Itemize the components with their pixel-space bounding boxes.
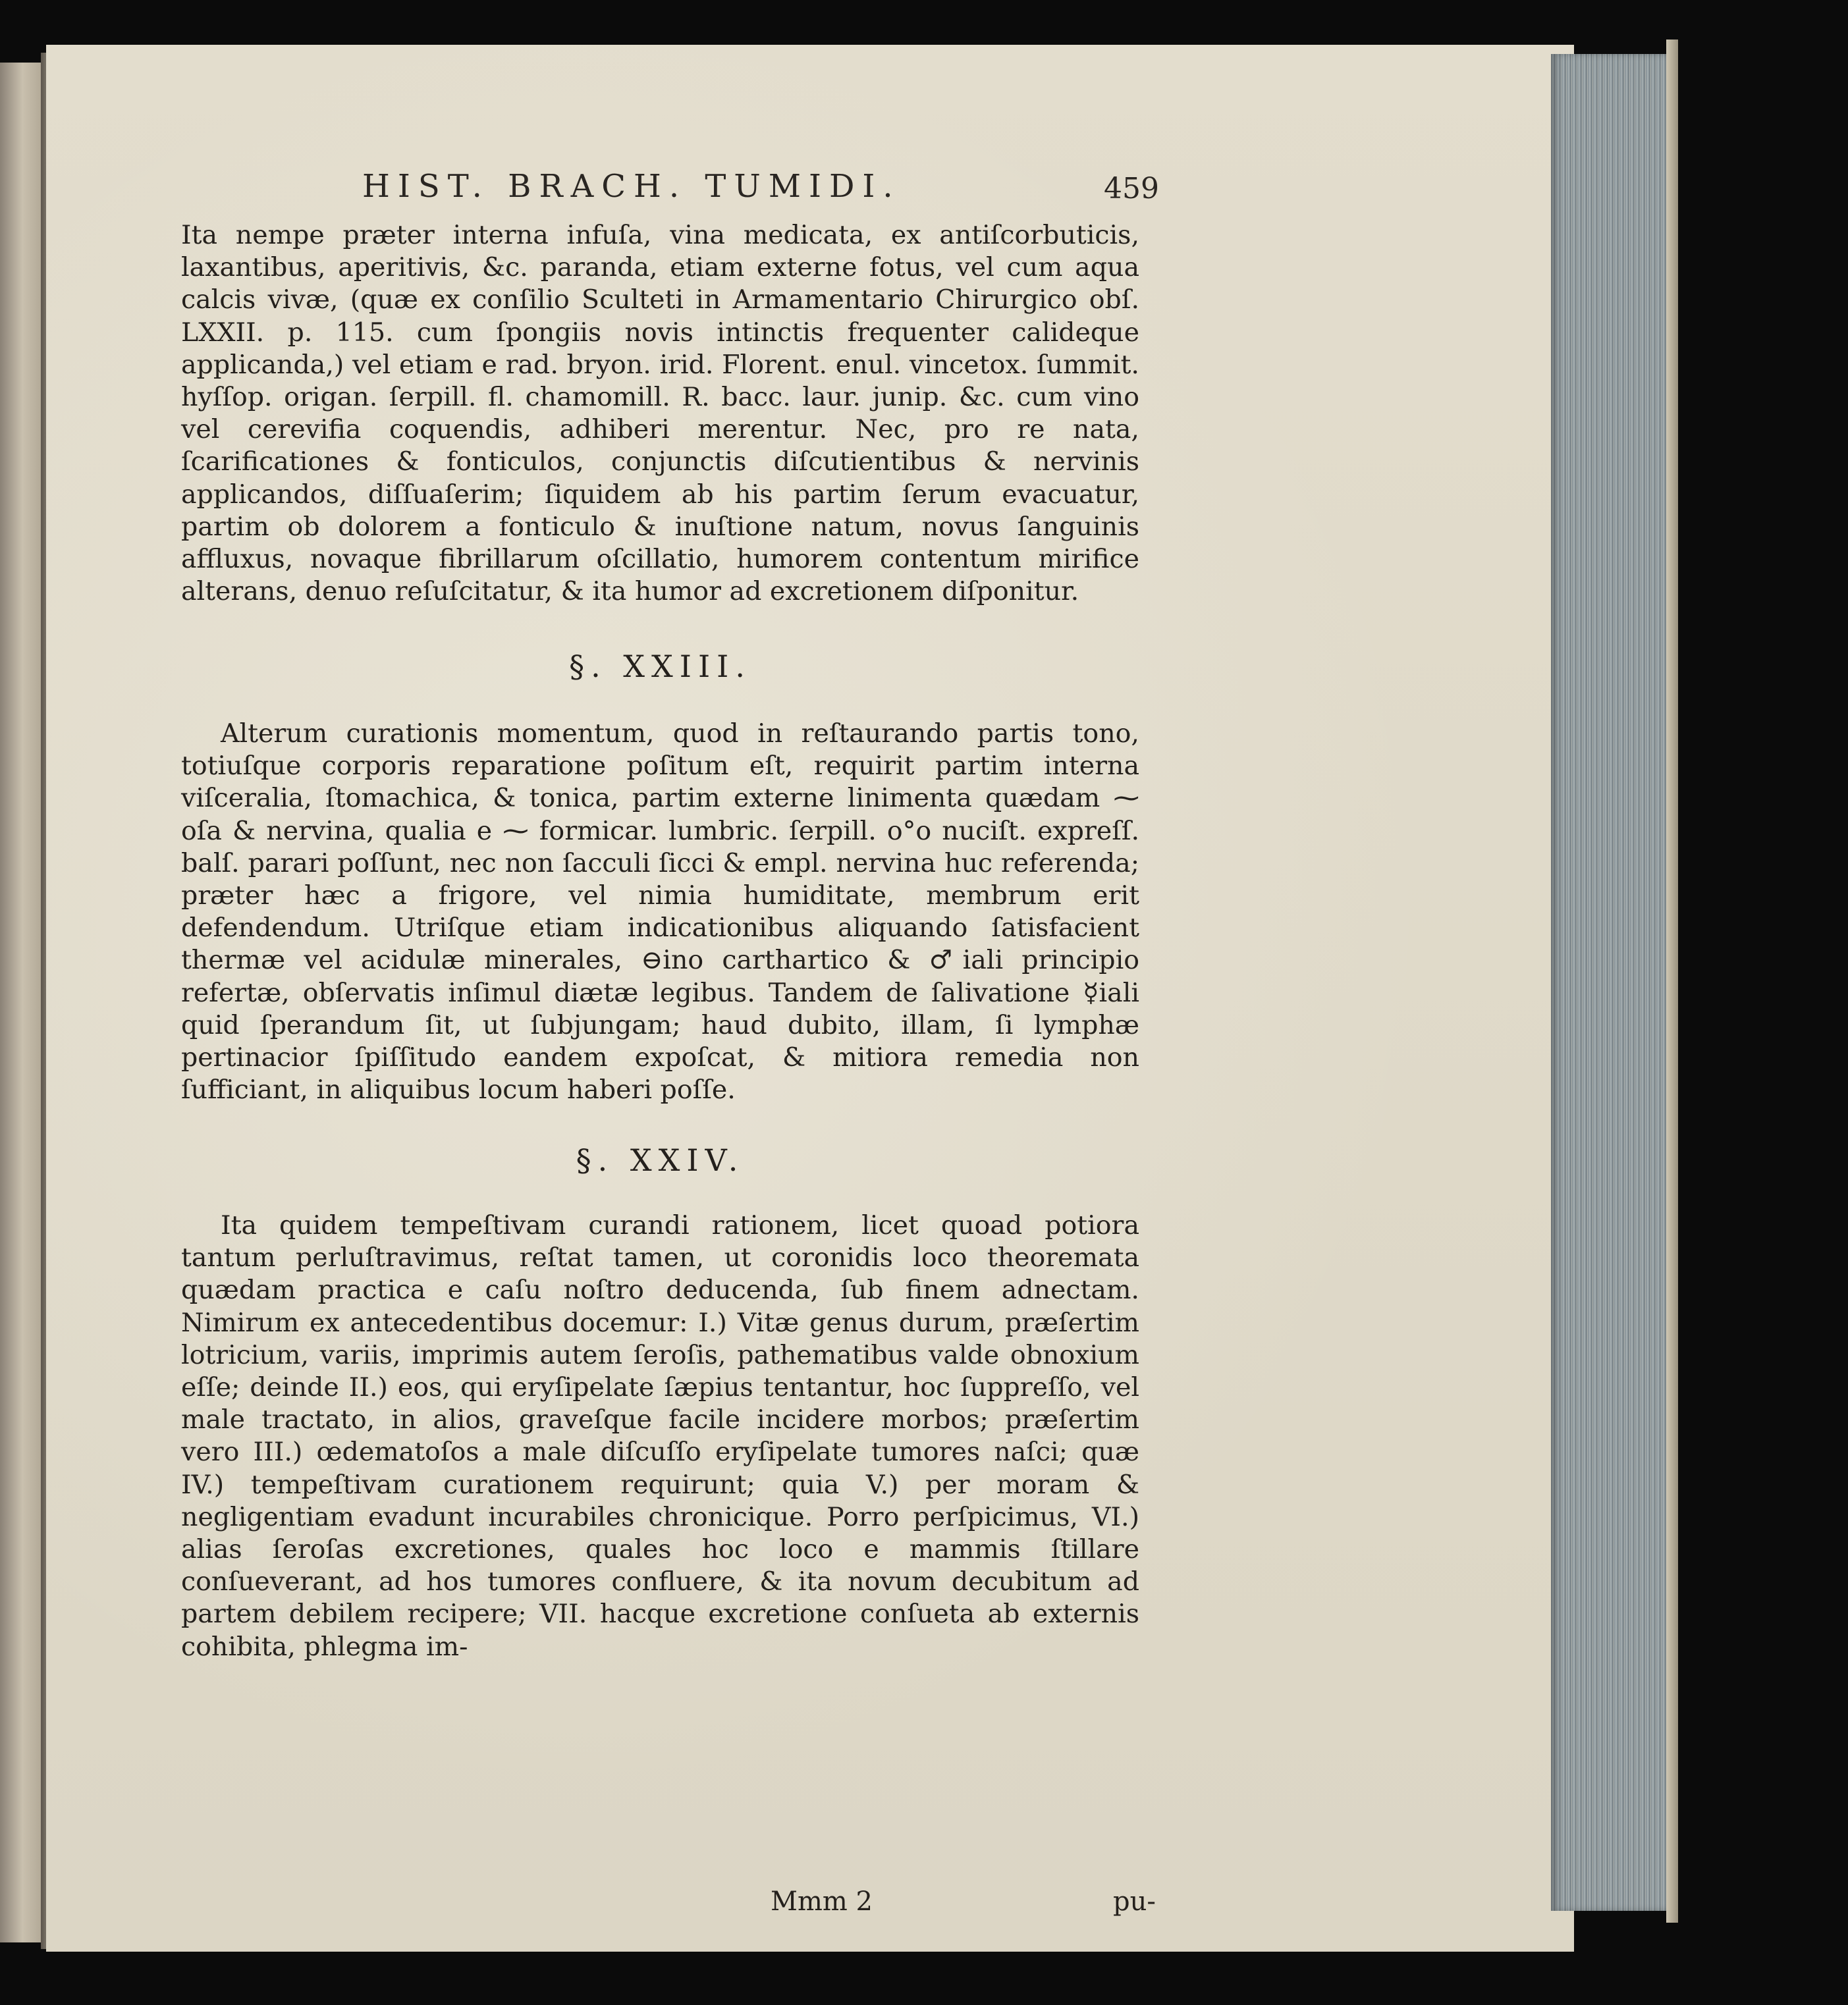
- paragraph-2-block: [181, 718, 1139, 1119]
- section-heading-23: §. XXIII.: [569, 649, 751, 684]
- catchword: pu-: [1113, 1886, 1156, 1917]
- paragraph-3-block: [181, 1210, 1139, 1868]
- page-number: 459: [1104, 172, 1159, 205]
- running-title: HIST. BRACH. TUMIDI.: [362, 168, 901, 205]
- running-header: [362, 168, 1159, 214]
- paragraph-2: Alterum curationis momentum, quod in reſtaurando partis tono, totiuſque corporis reparatione poſitum eſt, requirit partim interna viſceralia, ſtomachica, & tonica, partim externe linimenta quædam ⁓ oſa & nervina, qualia e ⁓ formicar. lumbric. ſerpill. o°o nuciſt. expreſſ. balſ. parari poſſunt, nec non ſacculi ſicci & empl. nervina huc referenda; præter hæc a frigore, vel nimia humiditate, membrum erit defendendum. Utriſque etiam indicationibus aliquando ſatisfacient thermæ vel acidulæ minerales, ⊖ino carthartico & ♂iali principio refertæ, obſervatis inſimul diætæ legibus. Tandem de ſalivatione ☿iali quid ſperandum ſit, ut ſubjungam; haud dubito, illam, ſi lymphæ pertinacior ſpiſſitudo eandem expoſcat, & mitiora remedia non ſufficiant, in aliquibus locum haberi poſſe.: [181, 718, 1139, 1106]
- page-stack-edge: [1551, 54, 1673, 1911]
- section-heading-24: §. XXIV.: [576, 1142, 745, 1178]
- paragraph-1-block: [181, 219, 1139, 628]
- signature-mark: Mmm 2: [771, 1886, 873, 1917]
- paragraph-1: Ita nempe præter interna infuſa, vina medicata, ex antiſcorbuticis, laxantibus, aperitivis, &c. paranda, etiam externe fotus, vel cum aqua calcis vivæ, (quæ ex conſilio Sculteti in Armamentario Chirurgico obſ. LXXII. p. 115. cum ſpongiis novis intinctis frequenter calideque applicanda,) vel etiam e rad. bryon. irid. Florent. enul. vincetox. ſummit. hyſſop. origan. ſerpill. fl. chamomill. R. bacc. laur. junip. &c. cum vino vel cerevifia coquendis, adhiberi merentur. Nec, pro re nata, ſcarificationes & fonticulos, conjunctis diſcutientibus & nervinis applicandos, diſſuaſerim; ſiquidem ab his partim ſerum evacuatur, partim ob dolorem a fonticulo & inuſtione natum, novus ſanguinis affluxus, novaque fibrillarum oſcillatio, humorem contentum mirifice alterans, denuo reſuſcitatur, & ita humor ad excretionem diſponitur.: [181, 220, 1139, 607]
- paragraph-3: Ita quidem tempeſtivam curandi rationem, licet quoad potiora tantum perluſtravimus, reſtat tamen, ut coronidis loco theoremata quædam practica e caſu noſtro deducenda, ſub finem adnectam. Nimirum ex antecedentibus docemur: I.) Vitæ genus durum, præſertim lotricium, variis, imprimis autem ſeroſis, pathematibus valde obnoxium eſſe; deinde II.) eos, qui eryſipelate ſæpius tentantur, hoc ſuppreſſo, vel male tractato, in alios, graveſque facile incidere morbos; præſertim vero III.) œdematoſos a male diſcuſſo eryſipelate tumores naſci; quæ IV.) tempeſtivam curationem requirunt; quia V.) per moram & negligentiam evadunt incurabiles chronicique. Porro perſpicimus, VI.) alias ſeroſas excretiones, quales hoc loco e mammis ſtillare conſueverant, ad hos tumores confluere, & ita novum decubitum ad partem debilem recipere; VII. hacque excretione conſueta ab externis cohibita, phlegma im-: [181, 1210, 1139, 1662]
- left-page-edge: [0, 63, 41, 1942]
- cover-edge: [1666, 40, 1678, 1923]
